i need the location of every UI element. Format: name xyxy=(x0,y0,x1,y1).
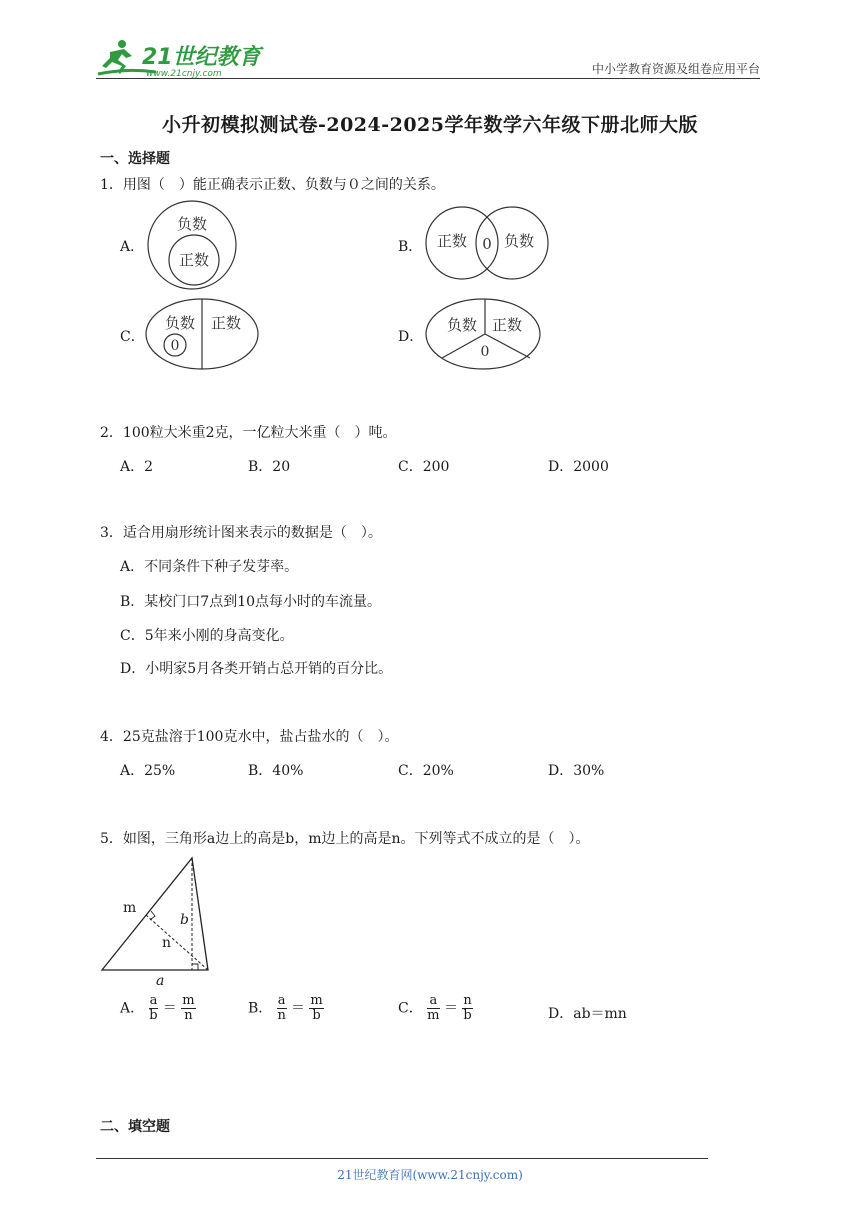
q1b-negative-label: 负数 xyxy=(503,232,535,250)
q5b-left-den: n xyxy=(277,1008,286,1023)
q2-option-b[interactable]: B．20 xyxy=(248,459,291,475)
q5-option-a[interactable] xyxy=(120,994,196,1023)
q5b-left-fraction xyxy=(277,994,287,1023)
q5c-equals: ＝ xyxy=(443,1000,458,1017)
q5a-equals: ＝ xyxy=(162,1000,177,1017)
q1-option-d-label[interactable]: D． xyxy=(398,329,424,345)
q4-option-b[interactable]: B．40% xyxy=(248,763,304,779)
q5c-right-num: n xyxy=(463,993,472,1008)
q1c-positive-label: 正数 xyxy=(210,314,242,332)
q1c-zero-label: 0 xyxy=(170,338,180,354)
question-3-text: 3．适合用扇形统计图来表示的数据是（ ）。 xyxy=(100,525,382,541)
q5b-equals: ＝ xyxy=(290,1000,305,1017)
q5-triangle-figure xyxy=(96,852,220,988)
q1d-negative-label: 负数 xyxy=(446,316,478,334)
q5a-left-fraction xyxy=(149,994,159,1023)
q2-option-c[interactable]: C．200 xyxy=(398,459,450,475)
q5a-right-den: n xyxy=(184,1008,193,1023)
q1-option-a-figure xyxy=(144,200,240,290)
q5-label-a: a xyxy=(156,973,165,988)
q2-option-d[interactable]: D．2000 xyxy=(548,459,609,475)
q1-option-c-figure xyxy=(144,298,260,370)
q5a-left-num: a xyxy=(149,993,158,1008)
header-divider xyxy=(96,78,760,79)
q5a-left-den: b xyxy=(149,1008,158,1023)
q3-option-b[interactable]: B．某校门口7点到10点每小时的车流量。 xyxy=(120,594,382,610)
q5-label-n: n xyxy=(162,935,172,951)
q5b-label: B． xyxy=(248,1000,273,1017)
footer-link[interactable]: 21世纪教育网(www.21cnjy.com) xyxy=(337,1168,523,1182)
q5c-left-den: m xyxy=(427,1008,440,1023)
page-title: 小升初模拟测试卷-2024-2025学年数学六年级下册北师大版 xyxy=(161,114,699,136)
q5-label-m: m xyxy=(123,900,137,916)
q5c-left-fraction xyxy=(427,994,439,1023)
q3-option-d[interactable]: D．小明家5月各类开销占总开销的百分比。 xyxy=(120,661,393,677)
q5-option-c[interactable] xyxy=(398,994,473,1023)
question-1-text: 1．用图（ ）能正确表示正数、负数与０之间的关系。 xyxy=(100,177,445,193)
question-5-text: 5．如图，三角形a边上的高是b，m边上的高是n。下列等式不成立的是（ ）。 xyxy=(100,831,590,847)
q1a-positive-label: 正数 xyxy=(178,251,210,269)
footer-divider xyxy=(96,1158,708,1159)
q5-option-b[interactable] xyxy=(248,994,324,1023)
q5b-right-num: m xyxy=(310,993,323,1008)
q5b-right-fraction xyxy=(309,994,323,1023)
q4-option-a[interactable]: A．25% xyxy=(120,763,176,779)
q5c-right-fraction xyxy=(462,994,472,1023)
q1-option-a-label[interactable]: A． xyxy=(120,239,145,255)
q5-label-b: b xyxy=(180,912,189,928)
q1a-negative-label: 负数 xyxy=(176,215,208,233)
q5a-label: A． xyxy=(120,1000,145,1017)
q1b-positive-label: 正数 xyxy=(436,232,468,250)
q5c-label: C． xyxy=(398,1000,423,1017)
runner-logo-icon xyxy=(96,38,266,80)
q5c-left-num: a xyxy=(427,994,439,1009)
q4-option-d[interactable]: D．30% xyxy=(548,763,605,779)
q5a-right-num: m xyxy=(182,993,195,1008)
q5c-right-den: b xyxy=(463,1008,472,1023)
header-platform-text: 中小学教育资源及组卷应用平台 xyxy=(591,62,760,76)
q5b-left-num: a xyxy=(277,993,286,1008)
q1c-negative-label: 负数 xyxy=(164,314,196,332)
q4-option-c[interactable]: C．20% xyxy=(398,763,454,779)
q1-option-c-label[interactable]: C． xyxy=(120,329,145,345)
section-heading-fill: 二、填空题 xyxy=(100,1119,170,1135)
q1-option-b-label[interactable]: B． xyxy=(398,239,423,255)
question-4-text: 4．25克盐溶于100克水中，盐占盐水的（ ）。 xyxy=(100,729,399,745)
q1d-positive-label: 正数 xyxy=(491,316,523,334)
logo-text: 21世纪教育 xyxy=(142,45,261,70)
q1b-zero-label: 0 xyxy=(482,235,492,253)
logo-url: www.21cnjy.com xyxy=(146,69,222,79)
q5-option-d[interactable]: D．ab＝mn xyxy=(548,1006,627,1022)
q3-option-a[interactable]: A．不同条件下种子发芽率。 xyxy=(120,559,299,575)
q1-option-b-figure xyxy=(424,206,552,280)
q1-option-d-figure xyxy=(424,298,542,370)
site-logo xyxy=(96,38,266,80)
q5a-right-fraction xyxy=(181,994,195,1023)
q1d-zero-label: 0 xyxy=(480,344,490,360)
q3-option-c[interactable]: C．5年来小刚的身高变化。 xyxy=(120,628,294,644)
q5b-right-den: b xyxy=(312,1008,321,1023)
question-2-text: 2．100粒大米重2克，一亿粒大米重（ ）吨。 xyxy=(100,425,397,441)
section-heading-choice: 一、选择题 xyxy=(100,151,170,167)
q2-option-a[interactable]: A．2 xyxy=(120,459,154,475)
